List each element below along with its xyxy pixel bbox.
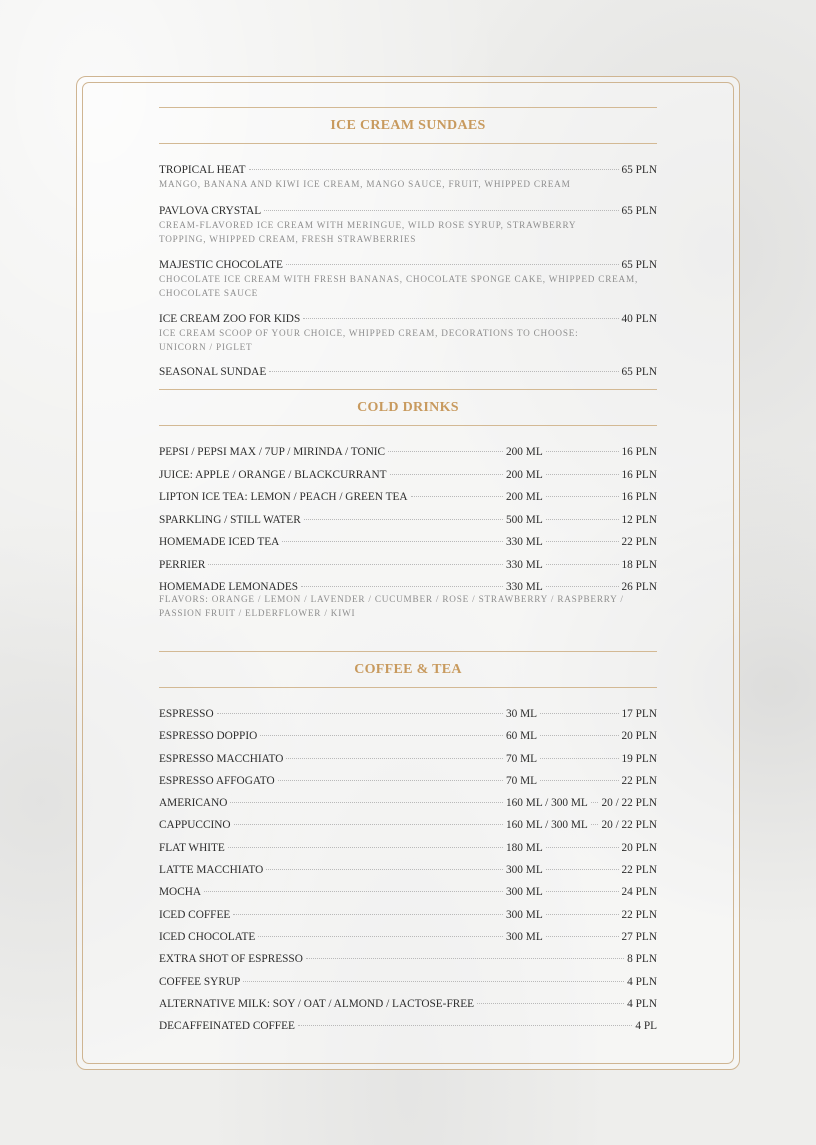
item-name: TROPICAL HEAT (159, 164, 246, 176)
menu-item (159, 976, 657, 989)
item-price: 22 PLN (621, 774, 657, 787)
item-name: AMERICANO (159, 797, 228, 810)
item-description: CREAM-FLAVORED ICE CREAM WITH MERINGUE, WILD ROSE SYRUP, STRAWBERRY TOPPING, WHIPPED CREAM, FRESH STRAWBERRIES (159, 220, 576, 244)
section-ice-cream-sundaes (159, 107, 657, 389)
menu-content (159, 107, 657, 1033)
item-name: ICED CHOCOLATE (159, 930, 256, 943)
section-title: ICE CREAM SUNDAES (159, 107, 657, 144)
menu-item (159, 313, 657, 366)
item-volume: 30 ML (506, 708, 538, 720)
item-price: 16 PLN (621, 468, 657, 481)
menu-item (159, 819, 657, 832)
section-title: COFFEE & TEA (159, 651, 657, 688)
item-price: 4 PLN (627, 975, 657, 988)
menu-item (159, 366, 657, 379)
item-name: MOCHA (159, 886, 202, 899)
item-name: JUICE: APPLE / ORANGE / BLACKCURRANT (159, 468, 387, 481)
menu-item (159, 708, 657, 721)
leader-dots (540, 758, 618, 759)
leader-dots (204, 891, 503, 892)
item-name: MAJESTIC CHOCOLATE (159, 259, 283, 271)
menu-item (159, 259, 657, 313)
leader-dots (278, 780, 503, 781)
leader-dots (546, 869, 619, 870)
leader-dots (260, 735, 503, 736)
leader-dots (282, 541, 503, 542)
menu-item (159, 931, 657, 944)
leader-dots (258, 936, 503, 937)
leader-dots (234, 824, 503, 825)
item-volume: 300 ML (506, 864, 543, 877)
item-price: 20 PLN (621, 841, 657, 854)
item-name: CAPPUCCINO (159, 819, 231, 832)
item-name: LIPTON ICE TEA: LEMON / PEACH / GREEN TEA (159, 491, 408, 503)
item-name: LATTE MACCHIATO (159, 864, 264, 877)
item-name: ESPRESSO (159, 708, 214, 720)
item-price: 26 PLN (621, 581, 657, 593)
item-description: MANGO, BANANA AND KIWI ICE CREAM, MANGO SAUCE, FRUIT, WHIPPED CREAM (159, 179, 571, 189)
leader-dots (540, 735, 618, 736)
item-name: PEPSI / PEPSI MAX / 7UP / MIRINDA / TONIC (159, 446, 386, 458)
item-price: 65 PLN (621, 366, 657, 378)
item-price: 24 PLN (621, 886, 657, 899)
leader-dots (228, 847, 503, 848)
item-name: HOMEMADE ICED TEA (159, 536, 280, 548)
leader-dots (540, 713, 618, 714)
menu-item (159, 581, 657, 620)
leader-dots (286, 758, 503, 759)
item-name: ALTERNATIVE MILK: SOY / OAT / ALMOND / LACTOSE-FREE (159, 997, 475, 1010)
item-name: ESPRESSO MACCHIATO (159, 752, 284, 765)
item-volume: 500 ML (506, 513, 543, 526)
item-name: FLAT WHITE (159, 841, 225, 854)
item-volume: 70 ML (506, 752, 538, 765)
leader-dots (388, 451, 503, 452)
item-volume: 300 ML (506, 908, 543, 921)
item-name: EXTRA SHOT OF ESPRESSO (159, 953, 303, 966)
item-name: ICED COFFEE (159, 908, 231, 921)
menu-item (159, 491, 657, 504)
leader-dots (546, 914, 619, 915)
leader-dots (477, 1003, 624, 1004)
section-title: COLD DRINKS (159, 389, 657, 426)
item-volume: 160 ML / 300 ML (506, 797, 588, 810)
item-volume: 300 ML (506, 930, 543, 943)
item-price: 12 PLN (621, 513, 657, 526)
item-volume: 300 ML (506, 886, 543, 899)
item-price: 20 PLN (621, 730, 657, 743)
item-price: 27 PLN (621, 930, 657, 943)
leader-dots (269, 371, 618, 372)
leader-dots (264, 210, 618, 211)
leader-dots (591, 802, 599, 803)
leader-dots (303, 318, 618, 319)
leader-dots (243, 981, 624, 982)
item-price: 16 PLN (621, 446, 657, 458)
item-price: 22 PLN (621, 536, 657, 548)
menu-item (159, 730, 657, 743)
leader-dots (217, 713, 503, 714)
leader-dots (390, 474, 503, 475)
item-price: 22 PLN (621, 908, 657, 921)
item-price: 65 PLN (621, 205, 657, 217)
item-name: PERRIER (159, 558, 206, 571)
item-price: 4 PLN (627, 997, 657, 1010)
item-price: 65 PLN (621, 164, 657, 176)
item-price: 8 PLN (627, 953, 657, 966)
leader-dots (306, 958, 624, 959)
item-volume: 70 ML (506, 774, 538, 787)
menu-item (159, 886, 657, 899)
item-name: DECAFFEINATED COFFEE (159, 1020, 295, 1033)
item-volume: 330 ML (506, 581, 543, 593)
menu-item (159, 469, 657, 482)
item-price: 20 / 22 PLN (601, 797, 657, 810)
leader-dots (546, 847, 619, 848)
leader-dots (249, 169, 619, 170)
leader-dots (266, 869, 503, 870)
item-volume: 330 ML (506, 558, 543, 571)
leader-dots (546, 474, 619, 475)
leader-dots (301, 586, 503, 587)
menu-item (159, 536, 657, 549)
menu-item (159, 1020, 657, 1033)
item-volume: 180 ML (506, 841, 543, 854)
menu-item (159, 998, 657, 1011)
item-price: 40 PLN (621, 313, 657, 325)
menu-item (159, 864, 657, 877)
leader-dots (286, 264, 619, 265)
item-name: ICE CREAM ZOO FOR KIDS (159, 313, 301, 325)
item-name: SEASONAL SUNDAE (159, 366, 267, 378)
item-volume: 60 ML (506, 730, 538, 743)
item-description: CHOCOLATE ICE CREAM WITH FRESH BANANAS, CHOCOLATE SPONGE CAKE, WHIPPED CREAM, CHOCOLATE SAUCE (159, 274, 639, 298)
item-volume: 200 ML (506, 468, 543, 481)
item-name: COFFEE SYRUP (159, 975, 241, 988)
item-volume: 160 ML / 300 ML (506, 819, 588, 832)
menu-item (159, 205, 657, 259)
item-price: 20 / 22 PLN (601, 819, 657, 832)
item-volume: 330 ML (506, 536, 543, 548)
menu-item (159, 446, 657, 459)
item-name: HOMEMADE LEMONADES (159, 581, 299, 593)
section-coffee-and-tea (159, 651, 657, 1033)
menu-item (159, 514, 657, 527)
item-price: 22 PLN (621, 864, 657, 877)
item-price: 17 PLN (621, 708, 657, 720)
item-price: 65 PLN (621, 259, 657, 271)
menu-item (159, 797, 657, 810)
leader-dots (411, 496, 503, 497)
section-cold-drinks (159, 389, 657, 651)
item-price: 16 PLN (621, 491, 657, 503)
item-price: 4 PL (635, 1020, 657, 1033)
item-name: ESPRESSO AFFOGATO (159, 774, 275, 787)
leader-dots (546, 541, 619, 542)
menu-item (159, 164, 657, 205)
leader-dots (546, 496, 619, 497)
leader-dots (304, 519, 503, 520)
menu-item (159, 753, 657, 766)
item-volume: 200 ML (506, 491, 543, 503)
menu-item (159, 842, 657, 855)
leader-dots (546, 519, 619, 520)
leader-dots (298, 1025, 632, 1026)
menu-item (159, 909, 657, 922)
item-name: PAVLOVA CRYSTAL (159, 205, 262, 217)
leader-dots (591, 824, 599, 825)
menu-item (159, 775, 657, 788)
leader-dots (540, 780, 618, 781)
menu-item (159, 559, 657, 572)
item-name: SPARKLING / STILL WATER (159, 513, 301, 526)
leader-dots (233, 914, 503, 915)
item-volume: 200 ML (506, 446, 543, 458)
leader-dots (546, 936, 619, 937)
item-description: FLAVORS: ORANGE / LEMON / LAVENDER / CUCUMBER / ROSE / STRAWBERRY / RASPBERRY / PASSION FRUIT / ELDERFLOWER / KIWI (159, 594, 624, 618)
leader-dots (546, 451, 619, 452)
item-name: ESPRESSO DOPPIO (159, 730, 258, 743)
leader-dots (208, 564, 503, 565)
item-price: 19 PLN (621, 752, 657, 765)
leader-dots (230, 802, 503, 803)
leader-dots (546, 564, 619, 565)
menu-item (159, 953, 657, 966)
item-description: ICE CREAM SCOOP OF YOUR CHOICE, WHIPPED CREAM, DECORATIONS TO CHOOSE: UNICORN / PIGLET (159, 328, 579, 352)
leader-dots (546, 891, 619, 892)
item-price: 18 PLN (621, 558, 657, 571)
leader-dots (546, 586, 619, 587)
